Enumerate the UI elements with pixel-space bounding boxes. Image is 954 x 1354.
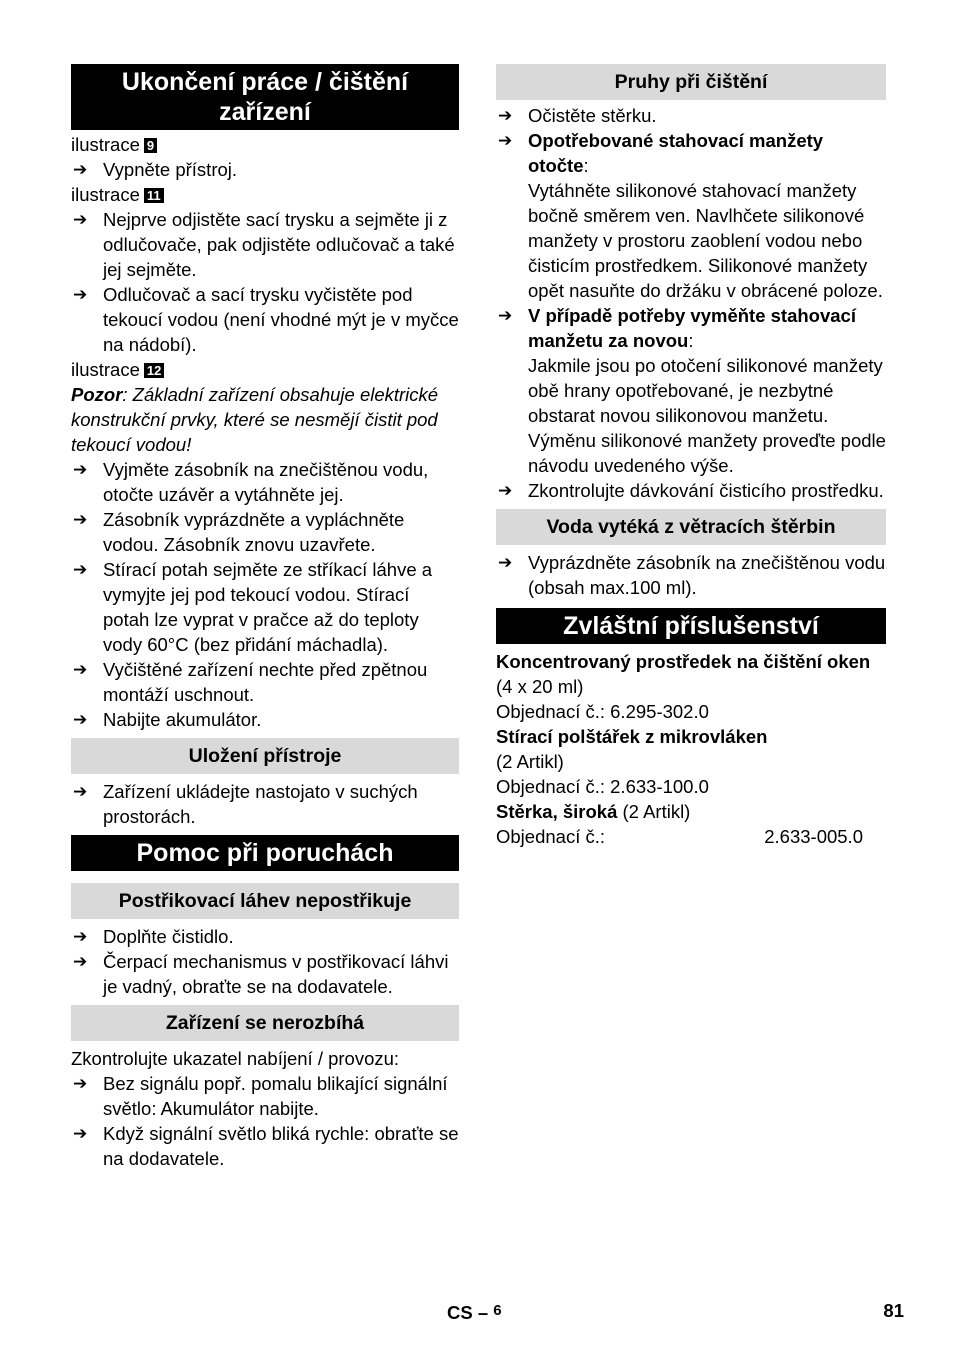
list-item bbox=[71, 1121, 459, 1171]
accessory-qty: (2 Artikl) bbox=[622, 801, 691, 822]
list-item bbox=[71, 657, 459, 707]
list-item bbox=[496, 303, 886, 478]
list-item bbox=[496, 478, 886, 503]
arrow-right-icon: ➔ bbox=[73, 160, 88, 179]
list-item bbox=[71, 507, 459, 557]
warning-note bbox=[71, 382, 459, 457]
list-item-text: Vyjměte zásobník na znečištěnou vodu, otočte uzávěr a vytáhněte jej. bbox=[103, 459, 429, 505]
list-item bbox=[496, 128, 886, 303]
list-item-bold: Opotřebované stahovací manžety otočte bbox=[528, 130, 824, 176]
illustration-number-badge: 12 bbox=[144, 363, 164, 378]
list-item-text: Zkontrolujte dávkování čisticího prostředku. bbox=[528, 480, 884, 501]
illustration-label: ilustrace bbox=[71, 134, 140, 155]
arrow-right-icon: ➔ bbox=[73, 710, 88, 729]
warning-label: Pozor bbox=[71, 384, 123, 405]
arrow-right-icon: ➔ bbox=[73, 560, 88, 579]
list-item bbox=[71, 557, 459, 657]
list-item-text: Zařízení ukládejte nastojato v suchých prostorách. bbox=[103, 781, 418, 827]
list-item-colon: : bbox=[688, 330, 694, 351]
list-item-text: Jakmile jsou po otočení silikonové manžety obě hrany opotřebované, je nezbytné obstarat novou silikonovou manžetu. Výměnu silikonové manžety proveďte podle návodu uvedeného výše. bbox=[528, 355, 886, 476]
list-item-text: Když signální světlo bliká rychle: obraťte se na dodavatele. bbox=[103, 1123, 459, 1169]
list-item-text: Nejprve odjistěte sací trysku a sejměte ji z odlučovače, pak odjistěte odlučovač a také jej sejměte. bbox=[103, 209, 455, 280]
footer-dash: – bbox=[477, 1302, 489, 1323]
arrow-right-icon: ➔ bbox=[73, 952, 88, 971]
list-item bbox=[71, 949, 459, 999]
left-column bbox=[71, 64, 459, 1171]
list-item bbox=[71, 457, 459, 507]
list-item bbox=[71, 924, 459, 949]
accessory-order: Objednací č.: 2.633-100.0 bbox=[496, 776, 709, 797]
arrow-right-icon: ➔ bbox=[73, 285, 88, 304]
footer-section-page: 6 bbox=[493, 1302, 502, 1319]
list-item bbox=[71, 1071, 459, 1121]
arrow-right-icon: ➔ bbox=[73, 782, 88, 801]
arrow-right-icon: ➔ bbox=[73, 210, 88, 229]
illustration-label: ilustrace bbox=[71, 359, 140, 380]
list-item-text: Stírací potah sejměte ze stříkací láhve a vymyjte jej pod tekoucí vodou. Stírací potah lze vyprat v pračce až do teploty vody 60°C (bez přidání máchadla). bbox=[103, 559, 433, 655]
accessory-item bbox=[496, 724, 886, 749]
heading-water-leaking: Voda vytéká z větracích štěrbin bbox=[496, 509, 886, 545]
arrow-right-icon: ➔ bbox=[73, 1124, 88, 1143]
list-item-text: Vypněte přístroj. bbox=[103, 159, 238, 180]
accessory-name: Koncentrovaný prostředek na čištění oken bbox=[496, 651, 871, 672]
list-item bbox=[71, 779, 459, 829]
heading-troubleshooting: Pomoc při poruchách bbox=[71, 835, 459, 871]
footer-language-code bbox=[447, 1298, 502, 1325]
accessory-qty: (4 x 20 ml) bbox=[496, 676, 584, 697]
arrow-right-icon: ➔ bbox=[498, 553, 513, 572]
heading-end-cleaning: Ukončení práce / čištění zařízení bbox=[71, 64, 459, 130]
order-label: Objednací č.: bbox=[496, 826, 606, 847]
illustration-number-badge: 9 bbox=[144, 138, 157, 153]
arrow-right-icon: ➔ bbox=[498, 131, 513, 150]
list-item-text: Vyčištěné zařízení nechte před zpětnou montáží uschnout. bbox=[103, 659, 428, 705]
list-item-text: Očistěte stěrku. bbox=[528, 105, 657, 126]
heading-spray-bottle: Postřikovací láhev nepostřikuje bbox=[71, 883, 459, 919]
paragraph: Zkontrolujte ukazatel nabíjení / provozu: bbox=[71, 1048, 400, 1069]
list-item-text: Zásobník vyprázdněte a vypláchněte vodou. Zásobník znovu uzavřete. bbox=[103, 509, 405, 555]
accessory-name: Stěrka, široká bbox=[496, 801, 618, 822]
accessory-qty: (2 Artikl) bbox=[496, 751, 564, 772]
heading-streaks: Pruhy při čištění bbox=[496, 64, 886, 100]
order-number: 2.633-005.0 bbox=[764, 826, 863, 847]
arrow-right-icon: ➔ bbox=[73, 460, 88, 479]
list-item-text: Bez signálu popř. pomalu blikající signální světlo: Akumulátor nabijte. bbox=[103, 1073, 448, 1119]
arrow-right-icon: ➔ bbox=[73, 1074, 88, 1093]
illustration-ref bbox=[71, 132, 459, 157]
warning-text: : Základní zařízení obsahuje elektrické konstrukční prvky, které se nesmějí čistit pod tekoucí vodou! bbox=[71, 384, 439, 455]
list-item-text: Doplňte čistidlo. bbox=[103, 926, 234, 947]
arrow-right-icon: ➔ bbox=[498, 481, 513, 500]
list-item bbox=[71, 157, 459, 182]
footer-lang: CS bbox=[447, 1302, 473, 1323]
list-item-text: Nabijte akumulátor. bbox=[103, 709, 262, 730]
arrow-right-icon: ➔ bbox=[498, 106, 513, 125]
list-item bbox=[496, 550, 886, 600]
list-item-text: Čerpací mechanismus v postřikovací láhvi je vadný, obraťte se na dodavatele. bbox=[103, 951, 449, 997]
list-item-colon: : bbox=[583, 155, 589, 176]
list-item-text: Odlučovač a sací trysku vyčistěte pod tekoucí vodou (není vhodné mýt je v myčce na nádobí). bbox=[103, 284, 459, 355]
arrow-right-icon: ➔ bbox=[73, 660, 88, 679]
accessory-item bbox=[496, 649, 886, 699]
list-item bbox=[71, 207, 459, 282]
list-item-bold: V případě potřeby vyměňte stahovací manžetu za novou bbox=[528, 305, 856, 351]
illustration-label: ilustrace bbox=[71, 184, 140, 205]
accessory-order bbox=[496, 824, 886, 849]
accessory-item bbox=[496, 799, 886, 824]
arrow-right-icon: ➔ bbox=[498, 306, 513, 325]
arrow-right-icon: ➔ bbox=[73, 510, 88, 529]
heading-device-not-starting: Zařízení se nerozbíhá bbox=[71, 1005, 459, 1041]
heading-accessories: Zvláštní příslušenství bbox=[496, 608, 886, 644]
heading-storage: Uložení přístroje bbox=[71, 738, 459, 774]
illustration-number-badge: 11 bbox=[144, 188, 164, 203]
arrow-right-icon: ➔ bbox=[73, 927, 88, 946]
right-column bbox=[496, 64, 886, 849]
list-item-text: Vytáhněte silikonové stahovací manžety bočně směrem ven. Navlhčete silikonové manžety v prostoru zaoblení vodou nebo čisticím prostředkem. Silikonové manžety opět nasuňte do držáku v obrácené poloze. bbox=[528, 180, 883, 301]
illustration-ref bbox=[71, 182, 459, 207]
list-item bbox=[71, 707, 459, 732]
list-item bbox=[496, 103, 886, 128]
accessory-order: Objednací č.: 6.295-302.0 bbox=[496, 701, 709, 722]
illustration-ref bbox=[71, 357, 459, 382]
list-item-text: Vyprázdněte zásobník na znečištěnou vodu (obsah max.100 ml). bbox=[528, 552, 886, 598]
list-item bbox=[71, 282, 459, 357]
accessory-name: Stírací polštářek z mikrovláken bbox=[496, 726, 768, 747]
page-number: 81 bbox=[883, 1300, 904, 1321]
